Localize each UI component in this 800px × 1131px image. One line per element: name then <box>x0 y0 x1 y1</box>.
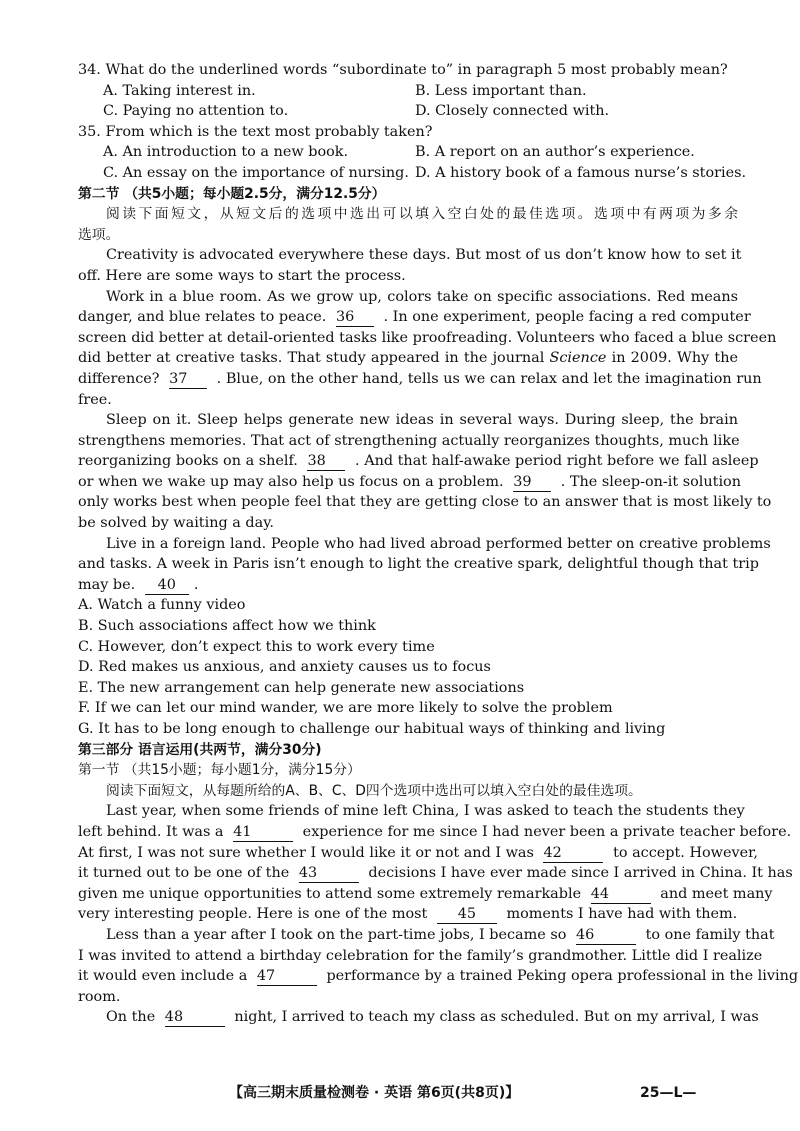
passage-line: danger, and blue relates to peace. 36 . In one experiment, people facing a red computer <box>78 309 751 326</box>
option-d: D. Red makes us anxious, and anxiety causes us to focus <box>78 659 491 676</box>
blank-42: 42 <box>543 845 603 863</box>
passage-line: strengthens memories. That act of strengthening actually reorganizes thoughts, much like <box>78 432 740 449</box>
section-2-instruction: 阅读下面短文，从短文后的选项中选出可以填入空白处的最佳选项。选项中有两项为多余 <box>106 206 738 223</box>
blank-36: 36 <box>336 309 374 327</box>
question-35-option-b: B. A report on an author’s experience. <box>415 144 695 161</box>
footer-label: 【高三期末质量检测卷 · 英语 第6页(共8页)】 <box>229 1085 520 1101</box>
blank-43: 43 <box>299 865 359 883</box>
passage-line: may be. 40 . <box>78 576 199 593</box>
blank-39: 39 <box>513 474 551 492</box>
question-35-option-c: C. An essay on the importance of nursing. <box>103 164 409 181</box>
passage-line: off. Here are some ways to start the process. <box>78 267 406 284</box>
exam-page <box>78 60 799 1028</box>
question-35-option-a: A. An introduction to a new book. <box>103 144 349 161</box>
section-2-heading: 第二节 （共5小题；每小题2.5分，满分12.5分） <box>78 185 386 202</box>
passage-line: difference? 37 . Blue, on the other hand, tells us we can relax and let the imagination run <box>78 370 762 387</box>
cloze-line: very interesting people. Here is one of the most 45 moments I have had with them. <box>78 906 738 923</box>
cloze-line: I was invited to attend a birthday celebration for the family’s grandmother. Little did I realize <box>78 947 763 964</box>
question-34-option-b: B. Less important than. <box>415 82 587 99</box>
cloze-line: given me unique opportunities to attend some extremely remarkable 44 and meet many <box>78 885 773 902</box>
cloze-line: it would even include a 47 performance by a trained Peking opera professional in the living <box>78 968 799 985</box>
question-34-options-row2 <box>78 101 738 122</box>
footer-code: 25—L— <box>640 1085 697 1101</box>
passage-line: reorganizing books on a shelf. 38 . And that half-awake period right before we fall asleep <box>78 453 759 470</box>
passage-line: screen did better at detail-oriented tasks like proofreading. Volunteers who faced a blue screen <box>78 329 777 346</box>
passage-line: Live in a foreign land. People who had lived abroad performed better on creative problems <box>106 535 771 552</box>
blank-47: 47 <box>257 968 317 986</box>
cloze-line: On the 48 night, I arrived to teach my class as scheduled. But on my arrival, I was <box>106 1009 759 1026</box>
question-34-stem: 34. What do the underlined words “subordinate to” in paragraph 5 most probably mean? <box>78 62 728 78</box>
question-35-stem: 35. From which is the text most probably taken? <box>78 123 433 140</box>
passage-line: Sleep on it. Sleep helps generate new ideas in several ways. During sleep, the brain <box>106 412 738 429</box>
question-34-option-d: D. Closely connected with. <box>415 103 610 120</box>
option-e: E. The new arrangement can help generate new associations <box>78 679 525 696</box>
question-35-option-d: D. A history book of a famous nurse’s stories. <box>415 164 747 181</box>
question-35-options-row2 <box>78 163 747 184</box>
option-a: A. Watch a funny video <box>78 597 246 614</box>
cloze-line: Last year, when some friends of mine left China, I was asked to teach the students they <box>106 803 745 820</box>
cloze-line: Less than a year after I took on the part-time jobs, I became so 46 to one family that <box>106 926 775 943</box>
passage-line: only works best when people feel that they are getting close to an answer that is most likely to <box>78 494 772 511</box>
part-3-heading: 第三部分 语言运用(共两节，满分30分) <box>78 741 322 758</box>
blank-40: 40 <box>145 577 189 595</box>
journal-title: Science <box>549 350 607 367</box>
question-34-options-row1 <box>78 81 738 102</box>
blank-45: 45 <box>437 906 497 924</box>
cloze-line: room. <box>78 988 121 1005</box>
page-footer <box>0 1082 800 1104</box>
blank-44: 44 <box>591 886 651 904</box>
passage-line: Creativity is advocated everywhere these days. But most of us don’t know how to set it <box>106 247 742 264</box>
question-34-option-a: A. Taking interest in. <box>103 82 256 99</box>
option-g: G. It has to be long enough to challenge our habitual ways of thinking and living <box>78 721 666 737</box>
passage-line: free. <box>78 391 112 408</box>
option-f: F. If we can let our mind wander, we are more likely to solve the problem <box>78 700 613 717</box>
part-3-sub-heading: 第一节 （共15小题；每小题1分，满分15分） <box>78 762 361 779</box>
passage-line: and tasks. A week in Paris isn’t enough to light the creative spark, delightful though that trip <box>78 556 759 573</box>
part-3-instruction: 阅读下面短文，从每题所给的A、B、C、D四个选项中选出可以填入空白处的最佳选项。 <box>106 782 642 799</box>
passage-line: be solved by waiting a day. <box>78 515 274 532</box>
passage-line: did better at creative tasks. That study appeared in the journal Science in 2009. Why the <box>78 350 738 367</box>
blank-48: 48 <box>165 1009 225 1027</box>
cloze-line: At first, I was not sure whether I would like it or not and I was 42 to accept. However, <box>78 844 759 861</box>
cloze-line: left behind. It was a 41 experience for me since I had never been a private teacher before. <box>78 823 792 840</box>
question-35-options-row1 <box>78 142 738 163</box>
passage-line: Work in a blue room. As we grow up, colors take on specific associations. Red means <box>106 288 738 305</box>
cloze-line: it turned out to be one of the 43 decisions I have ever made since I arrived in China. It has <box>78 865 793 882</box>
option-c: C. However, don’t expect this to work every time <box>78 638 435 655</box>
option-b: B. Such associations affect how we think <box>78 618 376 635</box>
blank-37: 37 <box>169 371 207 389</box>
passage-line: or when we wake up may also help us focus on a problem. 39 . The sleep-on-it solution <box>78 473 741 490</box>
section-2-instruction-cont: 选项。 <box>78 226 120 243</box>
blank-38: 38 <box>307 453 345 471</box>
blank-41: 41 <box>233 824 293 842</box>
question-34-option-c: C. Paying no attention to. <box>103 103 289 120</box>
blank-46: 46 <box>576 927 636 945</box>
